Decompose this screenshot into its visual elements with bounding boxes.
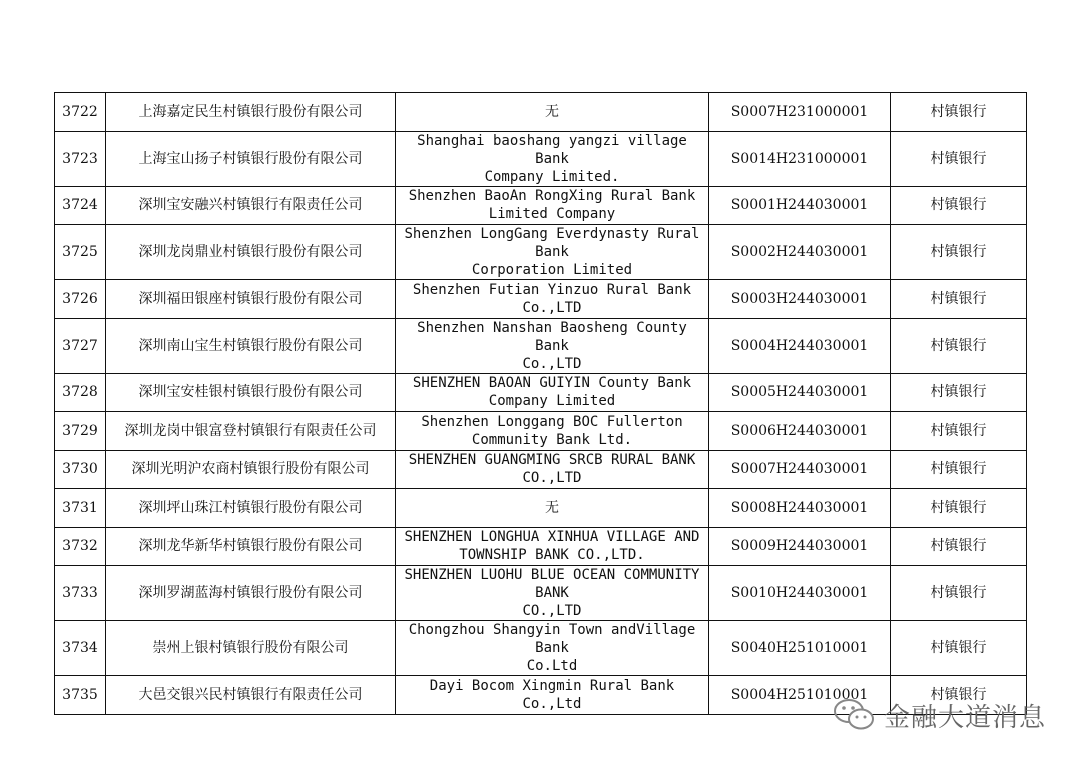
row-number-cell: 3731 — [55, 489, 106, 528]
english-name-line: 无 — [545, 499, 559, 516]
institution-type-cell: 村镇银行 — [891, 186, 1027, 225]
english-name-line: Shanghai baoshang yangzi village Bank — [417, 132, 687, 167]
chinese-name-cell: 深圳光明沪农商村镇银行股份有限公司 — [106, 450, 396, 489]
institution-type-cell: 村镇银行 — [891, 373, 1027, 412]
institution-code-cell: S0007H244030001 — [709, 450, 891, 489]
english-name-cell — [396, 131, 709, 186]
table-row — [55, 489, 1027, 528]
institution-code-cell: S0001H244030001 — [709, 186, 891, 225]
institution-code-cell: S0009H244030001 — [709, 527, 891, 566]
english-name-cell — [396, 412, 709, 451]
chinese-name-cell: 深圳龙岗鼎业村镇银行股份有限公司 — [106, 225, 396, 280]
institution-code-cell: S0004H244030001 — [709, 318, 891, 373]
english-name-cell — [396, 527, 709, 566]
institution-type-cell: 村镇银行 — [891, 621, 1027, 676]
english-name-cell — [396, 489, 709, 528]
english-name-line: SHENZHEN LONGHUA XINHUA VILLAGE AND — [404, 529, 700, 546]
institution-code-cell: S0003H244030001 — [709, 280, 891, 319]
chinese-name-cell: 深圳罗湖蓝海村镇银行股份有限公司 — [106, 566, 396, 621]
watermark-text: 金融大道消息 — [884, 702, 1047, 733]
english-name-line: Shenzhen Longgang BOC Fullerton — [421, 413, 683, 430]
english-name-line: Shenzhen Futian Yinzuo Rural Bank — [412, 281, 692, 298]
table-row — [55, 412, 1027, 451]
english-name-line: Limited Company — [488, 206, 616, 223]
chinese-name-cell: 深圳龙岗中银富登村镇银行有限责任公司 — [106, 412, 396, 451]
english-name-line: SHENZHEN LUOHU BLUE OCEAN COMMUNITY BANK — [404, 567, 700, 601]
bank-list-table — [54, 92, 1027, 715]
row-number-cell: 3722 — [55, 93, 106, 132]
institution-type-cell: 村镇银行 — [891, 676, 1027, 715]
wechat-icon — [832, 697, 878, 733]
row-number-cell: 3735 — [55, 676, 106, 715]
english-name-cell — [396, 318, 709, 373]
english-name-cell — [396, 450, 709, 489]
table-row — [55, 450, 1027, 489]
row-number-cell: 3732 — [55, 527, 106, 566]
english-name-line: SHENZHEN GUANGMING SRCB RURAL BANK — [408, 452, 696, 469]
institution-code-cell: S0006H244030001 — [709, 412, 891, 451]
english-name-cell — [396, 566, 709, 621]
row-number-cell: 3728 — [55, 373, 106, 412]
english-name-line: Community Bank Ltd. — [471, 431, 633, 448]
english-name-line: Dayi Bocom Xingmin Rural Bank Co.,Ltd — [429, 677, 675, 712]
chinese-name-cell: 深圳宝安融兴村镇银行有限责任公司 — [106, 186, 396, 225]
table-row — [55, 373, 1027, 412]
institution-code-cell: S0040H251010001 — [709, 621, 891, 676]
chinese-name-cell: 上海宝山扬子村镇银行股份有限公司 — [106, 131, 396, 186]
institution-code-cell: S0014H231000001 — [709, 131, 891, 186]
row-number-cell: 3734 — [55, 621, 106, 676]
row-number-cell: 3723 — [55, 131, 106, 186]
chinese-name-cell: 深圳坪山珠江村镇银行股份有限公司 — [106, 489, 396, 528]
english-name-line: CO.,LTD — [522, 603, 582, 619]
english-name-cell — [396, 93, 709, 132]
english-name-cell — [396, 225, 709, 280]
chinese-name-cell: 深圳福田银座村镇银行股份有限公司 — [106, 280, 396, 319]
table-row — [55, 318, 1027, 373]
chinese-name-cell: 深圳南山宝生村镇银行股份有限公司 — [106, 318, 396, 373]
english-name-line: Co.,LTD — [522, 355, 582, 372]
chinese-name-cell: 深圳龙华新华村镇银行股份有限公司 — [106, 527, 396, 566]
row-number-cell: 3730 — [55, 450, 106, 489]
institution-code-cell: S0005H244030001 — [709, 373, 891, 412]
english-name-line: Shenzhen BaoAn RongXing Rural Bank — [408, 188, 696, 205]
institution-type-cell: 村镇银行 — [891, 489, 1027, 528]
english-name-line: Chongzhou Shangyin Town andVillage Bank — [408, 622, 696, 656]
table-row — [55, 131, 1027, 186]
chinese-name-cell: 大邑交银兴民村镇银行有限责任公司 — [106, 676, 396, 715]
institution-type-cell: 村镇银行 — [891, 280, 1027, 319]
table-body — [55, 93, 1027, 715]
chinese-name-cell: 崇州上银村镇银行股份有限公司 — [106, 621, 396, 676]
institution-type-cell: 村镇银行 — [891, 225, 1027, 280]
institution-type-cell: 村镇银行 — [891, 412, 1027, 451]
english-name-line: Co.,LTD — [522, 299, 582, 316]
english-name-cell — [396, 676, 709, 715]
watermark — [832, 695, 1046, 735]
institution-code-cell: S0007H231000001 — [709, 93, 891, 132]
table-row — [55, 225, 1027, 280]
english-name-line: TOWNSHIP BANK CO.,LTD. — [459, 547, 645, 564]
english-name-cell — [396, 373, 709, 412]
institution-code-cell: S0010H244030001 — [709, 566, 891, 621]
chinese-name-cell: 上海嘉定民生村镇银行股份有限公司 — [106, 93, 396, 132]
table-row — [55, 527, 1027, 566]
table-row — [55, 621, 1027, 676]
institution-type-cell: 村镇银行 — [891, 450, 1027, 489]
english-name-line: 无 — [545, 103, 559, 120]
english-name-line: Shenzhen LongGang Everdynasty Rural Bank — [404, 226, 700, 260]
english-name-line: Co.Ltd — [526, 658, 578, 674]
institution-code-cell: S0008H244030001 — [709, 489, 891, 528]
english-name-line: Shenzhen Nanshan Baosheng County Bank — [417, 319, 687, 354]
table-row — [55, 186, 1027, 225]
english-name-cell — [396, 280, 709, 319]
english-name-line: Corporation Limited — [471, 262, 633, 278]
english-name-line: SHENZHEN BAOAN GUIYIN County Bank — [412, 375, 692, 392]
table-row — [55, 93, 1027, 132]
institution-type-cell: 村镇银行 — [891, 566, 1027, 621]
institution-type-cell: 村镇银行 — [891, 93, 1027, 132]
english-name-cell — [396, 186, 709, 225]
institution-type-cell: 村镇银行 — [891, 527, 1027, 566]
row-number-cell: 3733 — [55, 566, 106, 621]
row-number-cell: 3724 — [55, 186, 106, 225]
table-row — [55, 280, 1027, 319]
english-name-cell — [396, 621, 709, 676]
row-number-cell: 3726 — [55, 280, 106, 319]
english-name-line: Company Limited — [488, 393, 616, 410]
institution-type-cell: 村镇银行 — [891, 131, 1027, 186]
institution-code-cell: S0004H251010001 — [709, 676, 891, 715]
row-number-cell: 3725 — [55, 225, 106, 280]
row-number-cell: 3729 — [55, 412, 106, 451]
english-name-line: Company Limited. — [484, 168, 620, 185]
english-name-line: CO.,LTD — [522, 470, 582, 487]
table-row — [55, 566, 1027, 621]
institution-type-cell: 村镇银行 — [891, 318, 1027, 373]
row-number-cell: 3727 — [55, 318, 106, 373]
institution-code-cell: S0002H244030001 — [709, 225, 891, 280]
chinese-name-cell: 深圳宝安桂银村镇银行股份有限公司 — [106, 373, 396, 412]
